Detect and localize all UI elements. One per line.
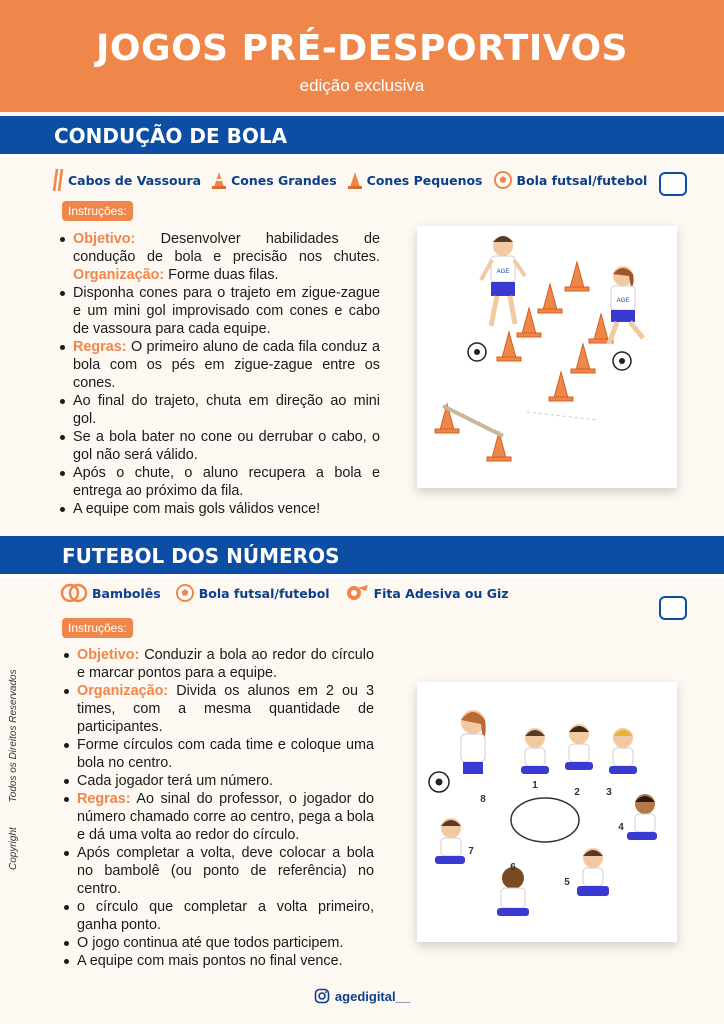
list-item: o círculo que completar a volta primeiro, ganha ponto. xyxy=(62,898,374,934)
list-item: Após completar a volta, deve colocar a bola no bambolê (ou ponto de referência) no centro. xyxy=(62,844,374,898)
list-item: Cada jogador terá um número. xyxy=(62,772,374,790)
instagram-icon xyxy=(314,988,330,1004)
item-label: Objetivo: xyxy=(77,647,140,663)
list-item: Ao final do trajeto, chuta em direção ao mini gol. xyxy=(58,392,380,428)
material-label: Cones Pequenos xyxy=(366,172,483,188)
player-number: 6 xyxy=(510,862,516,873)
player-number: 3 xyxy=(606,787,612,798)
player-number: 5 xyxy=(564,877,570,888)
list-item: O jogo continua até que todos participem. xyxy=(62,934,374,952)
material-item xyxy=(60,582,161,604)
material-label: Cabos de Vassoura xyxy=(68,172,202,188)
material-label: Bambolês xyxy=(92,585,161,601)
material-item xyxy=(175,583,330,603)
item-text: Forme duas filas. xyxy=(168,267,279,283)
section-header-1 xyxy=(0,116,724,158)
done-checkbox-1[interactable] xyxy=(659,172,687,196)
footer xyxy=(0,988,724,1004)
section-header-2 xyxy=(0,536,724,578)
material-item xyxy=(344,583,509,603)
item-text: Desenvolver habilidades de condução de bola e precisão nos chutes. xyxy=(73,231,380,265)
material-label: Fita Adesiva ou Giz xyxy=(373,585,509,601)
shirt-label: AGE xyxy=(616,298,630,304)
item-text: Divida os alunos em 2 ou 3 times, com a mesma quantidade de participantes. xyxy=(77,683,375,735)
page-title: JOGOS PRÉ-DESPORTIVOS xyxy=(96,28,628,69)
material-item xyxy=(211,170,337,190)
tape-icon xyxy=(344,583,370,603)
instructions-badge-2: Instruções: xyxy=(62,618,133,638)
section-title-2: FUTEBOL DOS NÚMEROS xyxy=(62,544,340,568)
list-item xyxy=(58,230,380,284)
list-item: Forme círculos com cada time e coloque uma bola no centro. xyxy=(62,736,374,772)
item-label: Regras: xyxy=(77,791,131,807)
instructions-list-2 xyxy=(62,646,374,970)
player-number: 2 xyxy=(574,787,580,798)
section-title-1: CONDUÇÃO DE BOLA xyxy=(54,124,288,148)
list-item: A equipe com mais gols válidos vence! xyxy=(58,500,380,518)
list-item xyxy=(62,682,374,736)
material-item xyxy=(50,168,201,192)
materials-list-2 xyxy=(60,580,509,606)
material-label: Bola futsal/futebol xyxy=(198,585,330,601)
item-text: Conduzir a bola ao redor do círculo e marcar pontos para a equipe. xyxy=(77,647,374,681)
list-item xyxy=(62,646,374,682)
material-item xyxy=(493,170,648,190)
material-label: Cones Grandes xyxy=(231,172,337,188)
list-item xyxy=(62,790,374,844)
instructions-list-1 xyxy=(58,230,380,518)
item-label: Organização: xyxy=(73,267,165,283)
shirt-label: AGE xyxy=(496,269,510,275)
item-label: Objetivo: xyxy=(73,231,136,247)
rights-label: Todos os Direitos Reservados xyxy=(8,669,19,803)
material-label: Bola futsal/futebol xyxy=(516,172,648,188)
item-label: Regras: xyxy=(73,339,127,355)
broom-sticks-icon xyxy=(50,168,64,192)
ball-icon xyxy=(493,170,513,190)
player-number: 7 xyxy=(468,846,474,857)
list-item: A equipe com mais pontos no final vence. xyxy=(62,952,374,970)
done-checkbox-2[interactable] xyxy=(659,596,687,620)
instagram-handle[interactable]: agedigital__ xyxy=(334,988,411,1004)
list-item: Após o chute, o aluno recupera a bola e entrega ao próximo da fila. xyxy=(58,464,380,500)
player-number: 4 xyxy=(618,822,624,833)
small-cone-icon xyxy=(347,170,363,190)
item-text: O primeiro aluno de cada fila conduz a bola com os pés em zigue-zague entre os cones. xyxy=(73,339,381,391)
page-subtitle: edição exclusiva xyxy=(299,76,425,95)
ball-icon xyxy=(175,583,195,603)
illustration-number-circle xyxy=(417,682,677,942)
hoops-icon xyxy=(60,582,88,604)
illustration-cone-dribbling xyxy=(417,226,677,488)
player-number: 8 xyxy=(480,794,486,805)
list-item: Disponha cones para o trajeto em zigue-zague e um mini gol improvisado com cones e cabo de vassoura para cada equipe. xyxy=(58,284,380,338)
list-item: Se a bola bater no cone ou derrubar o cabo, o gol não será válido. xyxy=(58,428,380,464)
instructions-badge-1: Instruções: xyxy=(62,201,133,221)
material-item xyxy=(347,170,483,190)
cone-icon xyxy=(211,170,227,190)
item-label: Organização: xyxy=(77,683,169,699)
copyright-sidebar xyxy=(8,647,19,870)
copyright-label: Copyright xyxy=(8,827,19,870)
list-item xyxy=(58,338,380,392)
player-number: 1 xyxy=(532,780,538,791)
materials-list-1 xyxy=(50,167,647,193)
item-text: Ao sinal do professor, o jogador do número chamado corre ao centro, pega a bola e dá uma volta ao redor do círculo. xyxy=(77,791,374,843)
page-header xyxy=(0,0,724,112)
